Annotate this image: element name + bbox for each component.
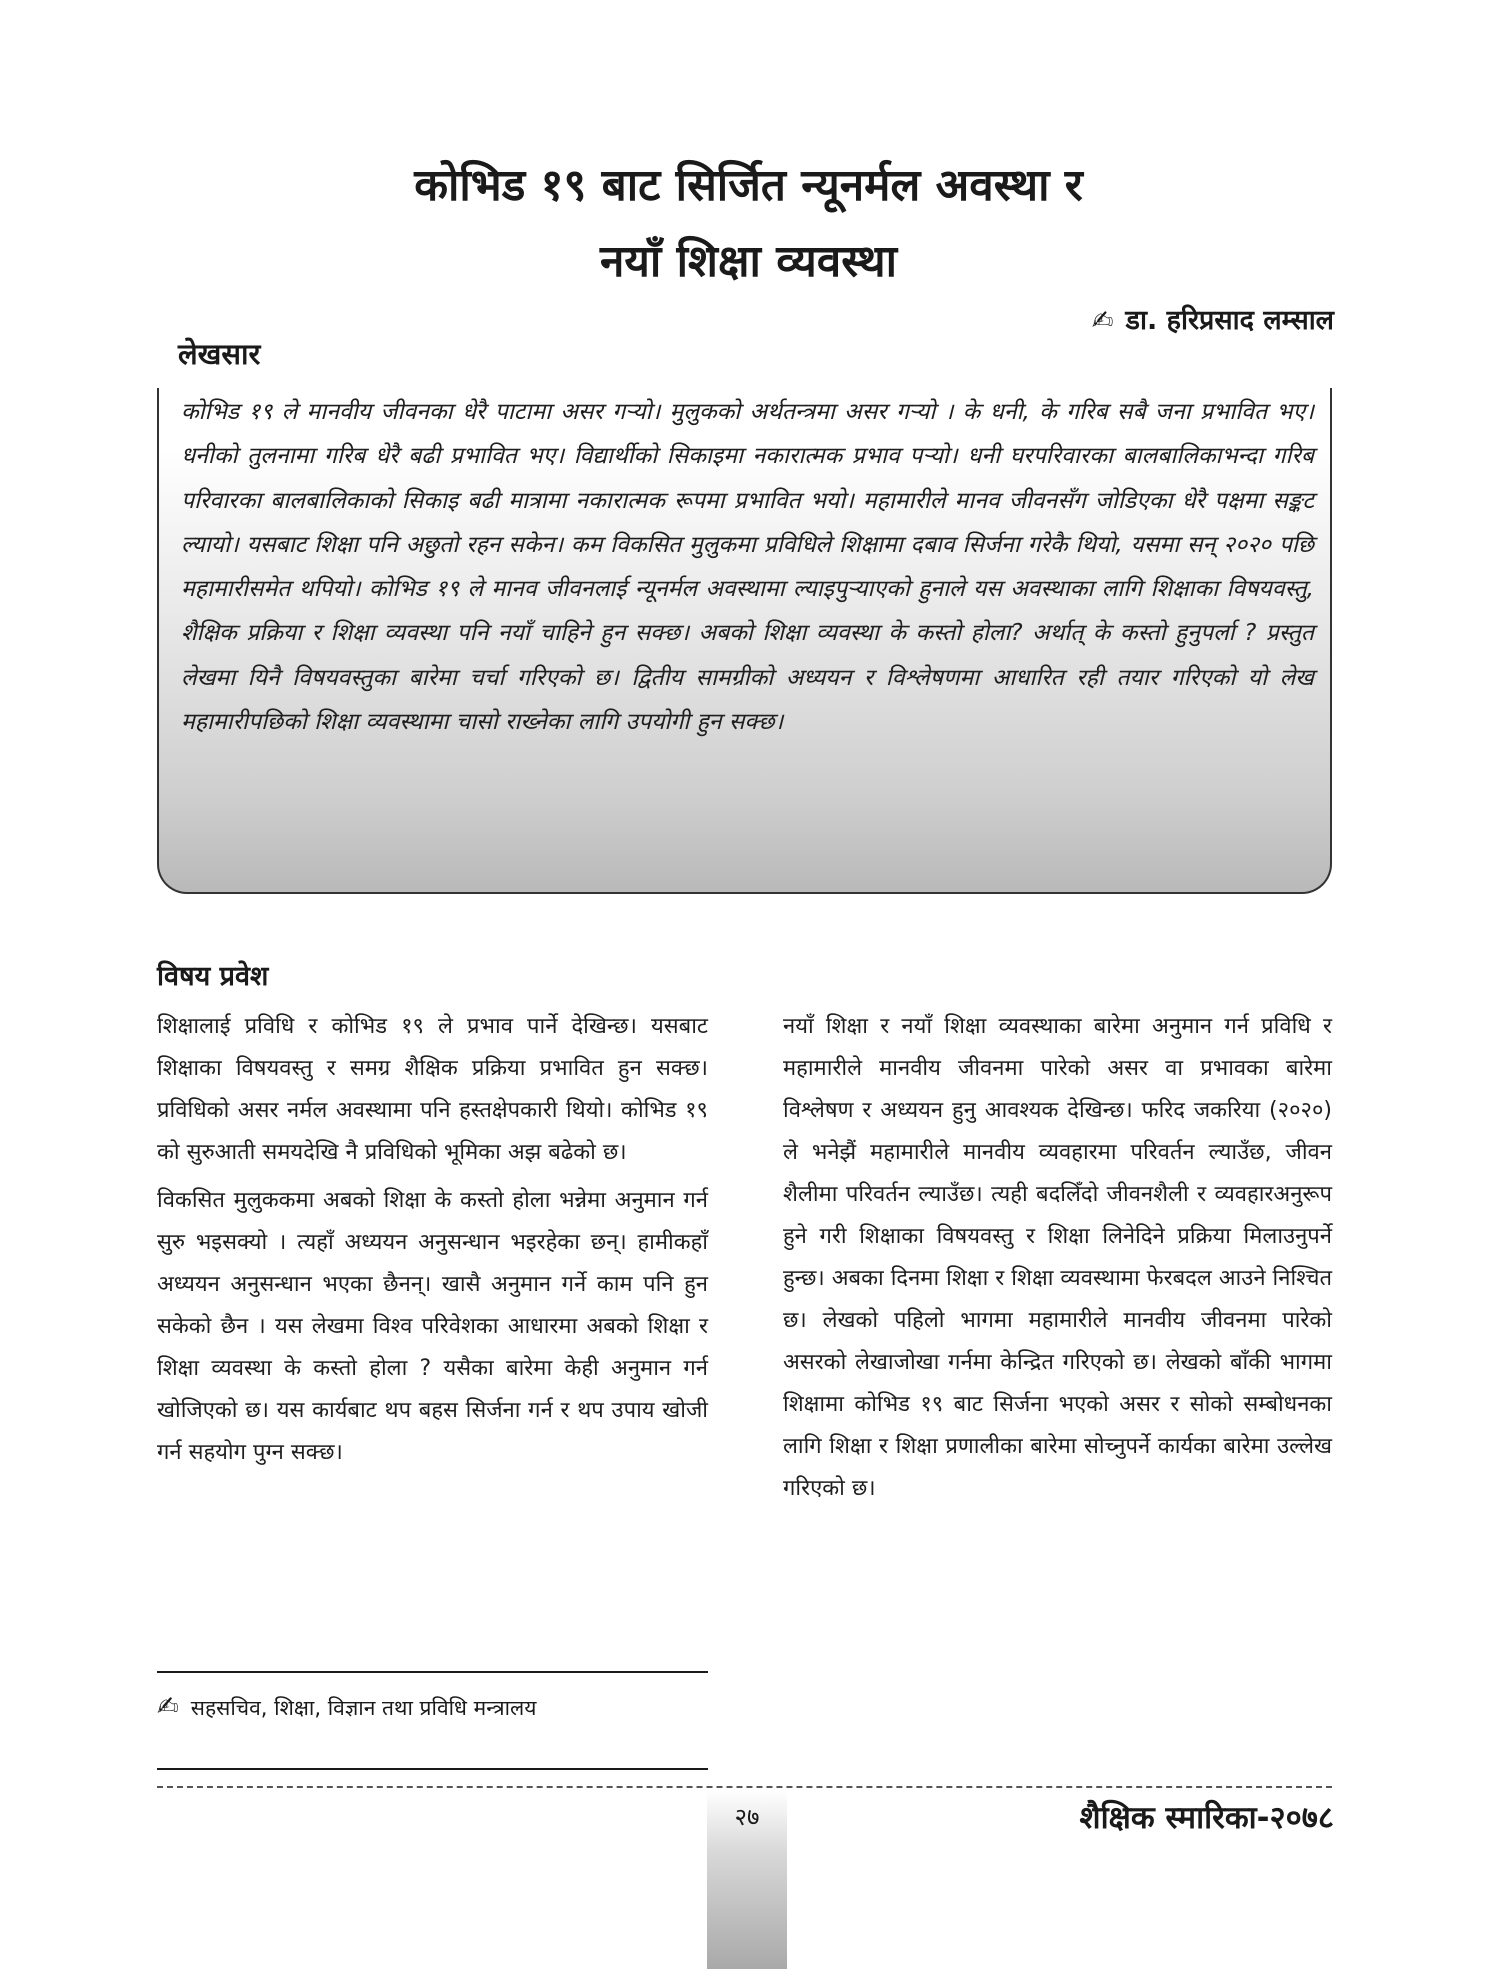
left-paragraph-1: शिक्षालाई प्रविधि र कोभिड १९ ले प्रभाव पार्ने देखिन्छ। यसबाट शिक्षाका विषयवस्तु र समग्र शैक्षिक प्रक्रिया प्रभावित हुन सक्छ। प्रविधिको असर नर्मल अवस्थामा पनि हस्तक्षेपकारी थियो। कोभिड १९ को सुरुआती समयदेखि नै प्रविधिको भूमिका अझ बढेको छ। — [157, 1014, 708, 1165]
page-number: २७ — [734, 1803, 760, 1831]
author-name: डा. हरिप्रसाद लम्साल — [1125, 305, 1334, 336]
section-heading: विषय प्रवेश — [157, 961, 269, 992]
left-column — [157, 1006, 708, 1474]
footnote-divider-top — [157, 1671, 708, 1673]
pen-icon: ✍ — [157, 1692, 179, 1722]
left-paragraph-2: विकसित मुलुककमा अबको शिक्षा के कस्तो होला भन्नेमा अनुमान गर्न सुरु भइसक्यो । त्यहाँ अध्ययन अनुसन्धान भइरहेका छन्। हामीकहाँ अध्ययन अनुसन्धान भएका छैनन्। खासै अनुमान गर्ने काम पनि हुन सकेको छैन । यस लेखमा विश्व परिवेशका आधारमा अबको शिक्षा र शिक्षा व्यवस्था के कस्तो होला ? यसैका बारेमा केही अनुमान गर्न खोजिएको छ। यस कार्यबाट थप बहस सिर्जना गर्न र थप उपाय खोजी गर्न सहयोग पुग्न सक्छ। — [157, 1188, 708, 1465]
article-title — [0, 148, 1497, 300]
author-footnote — [157, 1692, 717, 1722]
footnote-divider-bottom — [157, 1768, 708, 1770]
pen-icon: ✍ — [1091, 306, 1114, 336]
title-line-2: नयाँ शिक्षा व्यवस्था — [599, 236, 897, 287]
right-paragraph: नयाँ शिक्षा र नयाँ शिक्षा व्यवस्थाका बारेमा अनुमान गर्न प्रविधि र महामारीले मानवीय जीवनमा पारेको असर वा प्रभावका बारेमा विश्लेषण र अध्ययन हुनु आवश्यक देखिन्छ। फरिद जकरिया (२०२०) ले भनेझैं महामारीले मानवीय व्यवहारमा परिवर्तन ल्याउँछ, जीवन शैलीमा परिवर्तन ल्याउँछ। त्यही बदलिँदो जीवनशैली र व्यवहारअनुरूप हुने गरी शिक्षाका विषयवस्तु र शिक्षा लिनेदिने प्रक्रिया मिलाउनुपर्ने हुन्छ। अबका दिनमा शिक्षा र शिक्षा व्यवस्थामा फेरबदल आउने निश्चित छ। लेखको पहिलो भागमा महामारीले मानवीय जीवनमा पारेको असरको लेखाजोखा गर्नमा केन्द्रित गरिएको छ। लेखको बाँकी भागमा शिक्षामा कोभिड १९ बाट सिर्जना भएको असर र सोको सम्बोधनका लागि शिक्षा र शिक्षा प्रणालीका बारेमा सोच्नुपर्ने कार्यका बारेमा उल्लेख गरिएको छ। — [783, 1014, 1332, 1501]
footnote-text: सहसचिव, शिक्षा, विज्ञान तथा प्रविधि मन्त्रालय — [190, 1696, 537, 1720]
footer-divider — [157, 1786, 1332, 1788]
journal-name: शैक्षिक स्मारिका-२०७८ — [1079, 1800, 1334, 1836]
right-column — [783, 1006, 1332, 1510]
title-line-1: कोभिड १९ बाट सिर्जित न्यूनर्मल अवस्था र — [414, 160, 1083, 211]
abstract-text: कोभिड १९ ले मानवीय जीवनका धेरै पाटामा असर गर्‍यो। मुलुकको अर्थतन्त्रमा असर गर्‍यो । के धनी, के गरिब सबै जना प्रभावित भए। धनीको तुलनामा गरिब धेरै बढी प्रभावित भए। विद्यार्थीको सिकाइमा नकारात्मक प्रभाव पर्‍यो। धनी घरपरिवारका बालबालिकाभन्दा गरिब परिवारका बालबालिकाको सिकाइ बढी मात्रामा नकारात्मक रूपमा प्रभावित भयो। महामारीले मानव जीवनसँग जोडिएका धेरै पक्षमा सङ्कट ल्यायो। यसबाट शिक्षा पनि अछुतो रहन सकेन। कम विकसित मुलुकमा प्रविधिले शिक्षामा दबाव सिर्जना गरेकै थियो, यसमा सन् २०२० पछि महामारीसमेत थपियो। कोभिड १९ ले मानव जीवनलाई न्यूनर्मल अवस्थामा ल्याइपुर्‍याएको हुनाले यस अवस्थाका लागि शिक्षाका विषयवस्तु, शैक्षिक प्रक्रिया र शिक्षा व्यवस्था पनि नयाँ चाहिने हुन सक्छ। अबको शिक्षा व्यवस्था के कस्तो होला? अर्थात् के कस्तो हुनुपर्ला ? प्रस्तुत लेखमा यिनै विषयवस्तुका बारेमा चर्चा गरिएको छ। द्वितीय सामग्रीको अध्ययन र विश्लेषणमा आधारित रही तयार गरिएको यो लेख महामारीपछिको शिक्षा व्यवस्थामा चासो राख्नेका लागि उपयोगी हुन सक्छ। — [181, 399, 1314, 736]
author-byline — [1092, 300, 1334, 337]
abstract-heading: लेखसार — [178, 337, 261, 371]
